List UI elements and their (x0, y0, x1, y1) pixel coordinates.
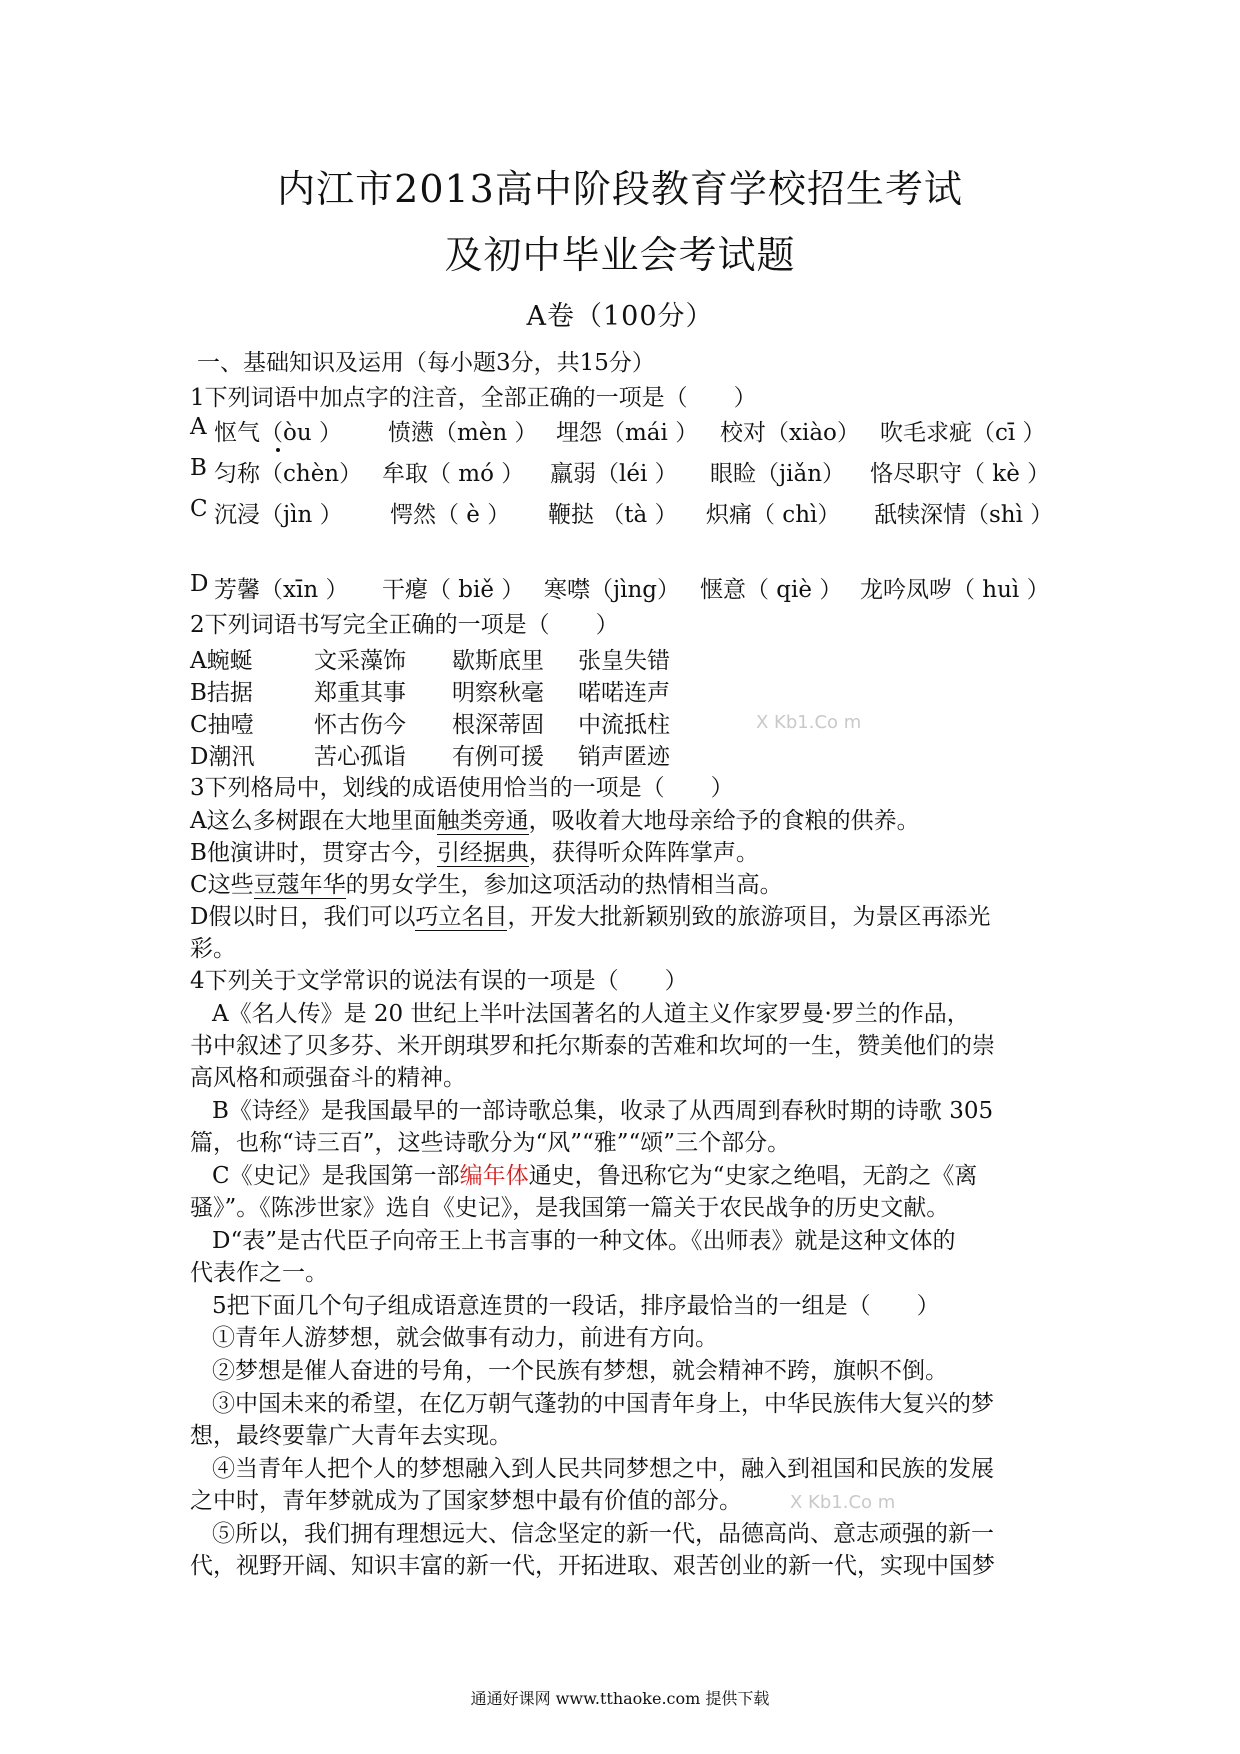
sentence-4-l1: ④当青年人把个人的梦想融入到人民共同梦想之中，融入到祖国和民族的发展 (212, 1456, 994, 1482)
option-label: D (190, 571, 209, 597)
question-3-option-c: C这些豆蔻年华的男女学生，参加这项活动的热情相当高。 (190, 872, 783, 898)
word-2c-4: 中流抵柱 (578, 712, 670, 738)
word-2d-3: 有例可援 (452, 744, 544, 770)
word-1d-2: 干瘪（ biě ） (382, 577, 525, 603)
exam-title: 内江市2013高中阶段教育学校招生考试 (277, 167, 963, 211)
word-1c-1: 沉浸（jìn ） (214, 502, 343, 528)
option-label: C (190, 496, 208, 522)
sentence-3-l1: ③中国未来的希望，在亿万朝气蓬勃的中国青年身上，中华民族伟大复兴的梦 (212, 1391, 994, 1417)
sentence-4-l2: 之中时，青年梦就成为了国家梦想中最有价值的部分。 (190, 1488, 742, 1514)
word-1a-5: 吹毛求疵（cī ） (880, 420, 1046, 446)
question-4-option-c-l2: 骚》”。《陈涉世家》选自《史记》，是我国第一篇关于农民战争的历史文献。 (190, 1195, 950, 1221)
word-1c-4: 炽痛（ chì） (706, 502, 841, 528)
word-1a-3: 埋怨（mái ） (556, 420, 699, 446)
question-4-option-b-l1: B《诗经》是我国最早的一部诗歌总集，收录了从西周到春秋时期的诗歌 305 (212, 1098, 994, 1124)
question-3-option-d: D假以时日，我们可以巧立名目，开发大批新颖别致的旅游项目，为景区再添光 (190, 904, 991, 930)
word-2b-2: 郑重其事 (314, 680, 406, 706)
option-label: B (190, 455, 207, 481)
footer-credit: 通通好课网 www.tthaoke.com 提供下载 (470, 1689, 770, 1708)
word-2c-2: 怀古伤今 (314, 712, 406, 738)
exam-subtitle: 及初中毕业会考试题 (444, 233, 796, 277)
watermark: X Kb1.Co m (790, 1492, 896, 1513)
word-1c-5: 舐犊深情（shì ） (874, 502, 1054, 528)
word-2c-3: 根深蒂固 (452, 712, 544, 738)
word-2a-2: 文采藻饰 (314, 648, 406, 674)
sentence-1: ①青年人游梦想，就会做事有动力，前进有方向。 (212, 1325, 718, 1351)
sentence-3-l2: 想，最终要靠广大青年去实现。 (190, 1423, 512, 1449)
question-3-option-d-cont: 彩。 (190, 936, 236, 962)
word-1a-1: 怄气（òu ） (214, 420, 342, 446)
question-5-stem: 5把下面几个句子组成语意连贯的一段话，排序最恰当的一组是（ ） (212, 1293, 940, 1319)
word-1c-2: 愕然（ è ） (390, 502, 511, 528)
word-1d-5: 龙吟凤哕（ huì ） (860, 577, 1050, 603)
word-2b-1: B拮据 (190, 680, 253, 706)
word-2d-2: 苦心孤诣 (314, 744, 406, 770)
watermark: X Kb1.Co m (756, 712, 862, 733)
word-1d-3: 寒噤（jìng） (544, 577, 681, 603)
word-2a-4: 张皇失错 (578, 648, 670, 674)
word-1b-2: 牟取（ mó ） (382, 461, 525, 487)
word-1a-2: 愤懑（mèn ） (388, 420, 538, 446)
question-3-stem: 3下列格局中，划线的成语使用恰当的一项是（ ） (190, 775, 734, 801)
word-1b-1: 匀称（chèn） (214, 461, 363, 487)
highlighted-term: 编年体 (459, 1163, 529, 1189)
question-4-option-d-l1: D“表”是古代臣子向帝王上书言事的一种文体。《出师表》就是这种文体的 (212, 1228, 956, 1254)
sentence-2: ②梦想是催人奋进的号角，一个民族有梦想，就会精神不跨，旗帜不倒。 (212, 1358, 948, 1384)
word-2a-3: 歇斯底里 (452, 648, 544, 674)
word-2d-4: 销声匿迹 (578, 744, 670, 770)
question-4-option-a-l3: 高风格和顽强奋斗的精神。 (190, 1065, 466, 1091)
word-1d-1: 芳馨（xīn ） (214, 577, 349, 603)
word-2b-4: 喏喏连声 (578, 680, 670, 706)
word-1c-3: 鞭挞 （tà ） (548, 502, 678, 528)
sentence-5-l2: 代，视野开阔、知识丰富的新一代，开拓进取、艰苦创业的新一代，实现中国梦 (190, 1553, 995, 1579)
option-label: A (190, 414, 207, 440)
question-1-stem: 1下列词语中加点字的注音，全部正确的一项是（ ） (190, 385, 757, 411)
question-4-option-d-l2: 代表作之一。 (190, 1260, 328, 1286)
paper-section-title: A卷（100分） (526, 301, 714, 332)
word-1d-4: 惬意（ qiè ） (700, 577, 843, 603)
word-2a-1: A蜿蜒 (190, 648, 253, 674)
section-heading: 一、基础知识及运用（每小题3分，共15分） (197, 350, 655, 376)
word-1b-3: 羸弱（léi ） (550, 461, 678, 487)
question-4-option-c-l1: C《史记》是我国第一部编年体通史，鲁迅称它为“史家之绝唱，无韵之《离 (212, 1163, 978, 1189)
question-4-stem: 4下列关于文学常识的说法有误的一项是（ ） (190, 968, 688, 994)
word-1b-4: 眼睑（jiǎn） (710, 461, 846, 487)
word-2c-1: C抽噎 (190, 712, 254, 738)
word-2d-1: D潮汛 (190, 744, 255, 770)
word-1b-5: 恪尽职守（ kè ） (870, 461, 1051, 487)
question-4-option-a-l2: 书中叙述了贝多芬、米开朗琪罗和托尔斯泰的苦难和坎坷的一生，赞美他们的崇 (190, 1033, 995, 1059)
question-2-stem: 2下列词语书写完全正确的一项是（ ） (190, 612, 619, 638)
sentence-5-l1: ⑤所以，我们拥有理想远大、信念坚定的新一代，品德高尚、意志顽强的新一 (212, 1521, 994, 1547)
question-3-option-b: B他演讲时，贯穿古今，引经据典，获得听众阵阵掌声。 (190, 840, 759, 866)
word-2b-3: 明察秋毫 (452, 680, 544, 706)
question-4-option-a-l1: A《名人传》是 20 世纪上半叶法国著名的人道主义作家罗曼·罗兰的作品， (212, 1001, 970, 1027)
word-1a-4: 校对（xiào） (720, 420, 860, 446)
question-3-option-a: A这么多树跟在大地里面触类旁通，吸收着大地母亲给予的食粮的供养。 (190, 808, 920, 834)
question-4-option-b-l2: 篇，也称“诗三百”，这些诗歌分为“风”“雅”“颂”三个部分。 (190, 1130, 791, 1156)
